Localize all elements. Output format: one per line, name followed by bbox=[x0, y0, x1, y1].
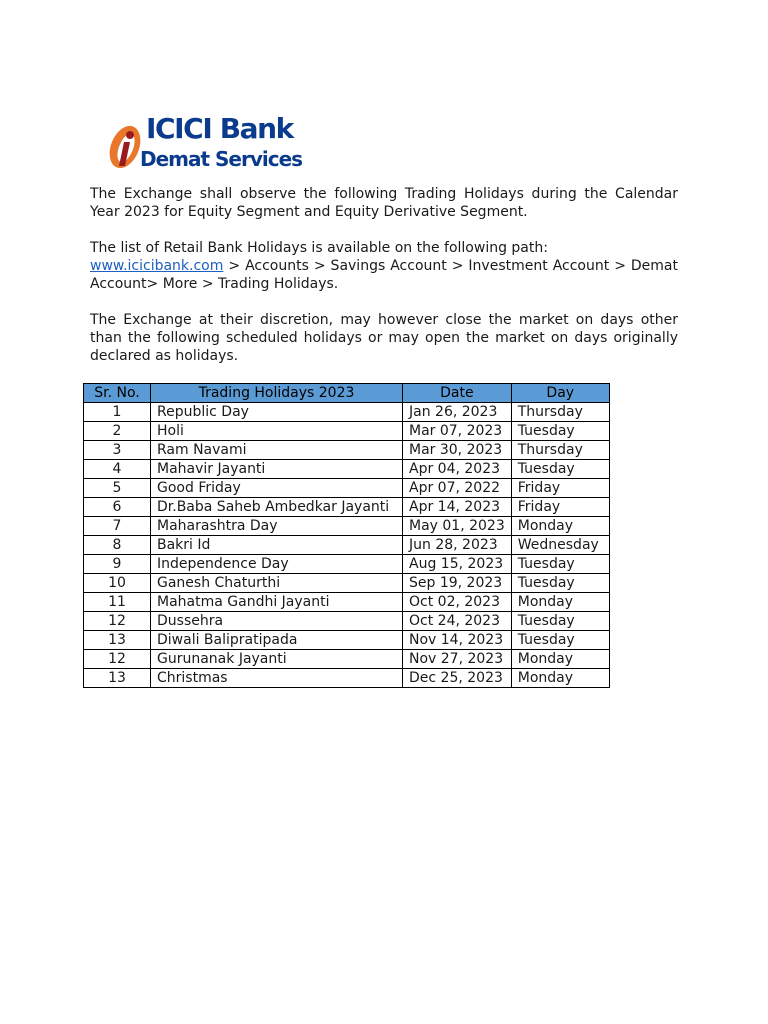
header-date: Date bbox=[403, 384, 512, 403]
cell-sr-no: 11 bbox=[84, 593, 151, 612]
header-holiday: Trading Holidays 2023 bbox=[151, 384, 403, 403]
icici-demat-logo bbox=[106, 112, 316, 176]
cell-sr-no: 10 bbox=[84, 574, 151, 593]
cell-holiday-name: Bakri Id bbox=[151, 536, 403, 555]
cell-day: Tuesday bbox=[511, 555, 609, 574]
table-row bbox=[84, 479, 610, 498]
table-row bbox=[84, 574, 610, 593]
cell-sr-no: 8 bbox=[84, 536, 151, 555]
cell-day: Tuesday bbox=[511, 460, 609, 479]
cell-holiday-name: Diwali Balipratipada bbox=[151, 631, 403, 650]
cell-date: Sep 19, 2023 bbox=[403, 574, 512, 593]
cell-day: Friday bbox=[511, 498, 609, 517]
trading-holidays-table bbox=[83, 383, 610, 688]
cell-holiday-name: Dr.Baba Saheb Ambedkar Jayanti bbox=[151, 498, 403, 517]
cell-day: Tuesday bbox=[511, 612, 609, 631]
document-body bbox=[90, 185, 678, 365]
table-row bbox=[84, 536, 610, 555]
cell-holiday-name: Dussehra bbox=[151, 612, 403, 631]
cell-sr-no: 13 bbox=[84, 631, 151, 650]
cell-sr-no: 13 bbox=[84, 669, 151, 688]
path-paragraph bbox=[90, 257, 678, 293]
cell-day: Wednesday bbox=[511, 536, 609, 555]
cell-sr-no: 7 bbox=[84, 517, 151, 536]
cell-date: Nov 27, 2023 bbox=[403, 650, 512, 669]
table-row bbox=[84, 631, 610, 650]
table-row bbox=[84, 650, 610, 669]
cell-holiday-name: Mahatma Gandhi Jayanti bbox=[151, 593, 403, 612]
cell-holiday-name: Gurunanak Jayanti bbox=[151, 650, 403, 669]
cell-sr-no: 12 bbox=[84, 650, 151, 669]
cell-holiday-name: Ganesh Chaturthi bbox=[151, 574, 403, 593]
cell-date: Apr 04, 2023 bbox=[403, 460, 512, 479]
table-row bbox=[84, 593, 610, 612]
cell-holiday-name: Maharashtra Day bbox=[151, 517, 403, 536]
table-row bbox=[84, 669, 610, 688]
table-row bbox=[84, 460, 610, 479]
discretion-paragraph: The Exchange at their discretion, may however close the market on days other than the following scheduled holidays or may open the market on days originally declared as holidays. bbox=[90, 312, 678, 364]
table-header-row bbox=[84, 384, 610, 403]
bank-holidays-intro: The list of Retail Bank Holidays is available on the following path: bbox=[90, 240, 548, 256]
cell-date: Jan 26, 2023 bbox=[403, 403, 512, 422]
cell-day: Monday bbox=[511, 593, 609, 612]
logo-service-text: Demat Services bbox=[140, 147, 303, 171]
cell-holiday-name: Good Friday bbox=[151, 479, 403, 498]
icicibank-link[interactable]: www.icicibank.com bbox=[90, 258, 224, 274]
logo-brand-text: ICICI Bank bbox=[146, 112, 293, 145]
cell-date: Mar 30, 2023 bbox=[403, 441, 512, 460]
table-row bbox=[84, 498, 610, 517]
table-row bbox=[84, 441, 610, 460]
cell-sr-no: 4 bbox=[84, 460, 151, 479]
header-day: Day bbox=[511, 384, 609, 403]
header-sr-no: Sr. No. bbox=[84, 384, 151, 403]
cell-sr-no: 2 bbox=[84, 422, 151, 441]
cell-sr-no: 12 bbox=[84, 612, 151, 631]
cell-holiday-name: Ram Navami bbox=[151, 441, 403, 460]
intro-paragraph: The Exchange shall observe the following Trading Holidays during the Calendar Year 2023 for Equity Segment and Equity Derivative Segment. bbox=[90, 186, 678, 220]
table-row bbox=[84, 403, 610, 422]
cell-sr-no: 9 bbox=[84, 555, 151, 574]
cell-date: Nov 14, 2023 bbox=[403, 631, 512, 650]
cell-date: Oct 24, 2023 bbox=[403, 612, 512, 631]
cell-holiday-name: Republic Day bbox=[151, 403, 403, 422]
cell-holiday-name: Mahavir Jayanti bbox=[151, 460, 403, 479]
cell-day: Tuesday bbox=[511, 631, 609, 650]
table-row bbox=[84, 612, 610, 631]
cell-date: Jun 28, 2023 bbox=[403, 536, 512, 555]
cell-sr-no: 1 bbox=[84, 403, 151, 422]
navigation-path: > Accounts > Savings Account > Investment Account > Demat Account> More > Trading Holidays. bbox=[90, 258, 678, 292]
cell-holiday-name: Independence Day bbox=[151, 555, 403, 574]
cell-sr-no: 3 bbox=[84, 441, 151, 460]
cell-date: Mar 07, 2023 bbox=[403, 422, 512, 441]
cell-day: Thursday bbox=[511, 403, 609, 422]
cell-day: Monday bbox=[511, 669, 609, 688]
cell-day: Thursday bbox=[511, 441, 609, 460]
table-row bbox=[84, 517, 610, 536]
cell-date: May 01, 2023 bbox=[403, 517, 512, 536]
cell-day: Tuesday bbox=[511, 574, 609, 593]
cell-sr-no: 6 bbox=[84, 498, 151, 517]
cell-day: Monday bbox=[511, 517, 609, 536]
cell-day: Friday bbox=[511, 479, 609, 498]
cell-holiday-name: Holi bbox=[151, 422, 403, 441]
table-row bbox=[84, 555, 610, 574]
cell-date: Dec 25, 2023 bbox=[403, 669, 512, 688]
cell-day: Tuesday bbox=[511, 422, 609, 441]
cell-date: Apr 14, 2023 bbox=[403, 498, 512, 517]
cell-holiday-name: Christmas bbox=[151, 669, 403, 688]
cell-sr-no: 5 bbox=[84, 479, 151, 498]
table-body bbox=[84, 403, 610, 688]
table-row bbox=[84, 422, 610, 441]
cell-day: Monday bbox=[511, 650, 609, 669]
cell-date: Apr 07, 2022 bbox=[403, 479, 512, 498]
cell-date: Oct 02, 2023 bbox=[403, 593, 512, 612]
cell-date: Aug 15, 2023 bbox=[403, 555, 512, 574]
